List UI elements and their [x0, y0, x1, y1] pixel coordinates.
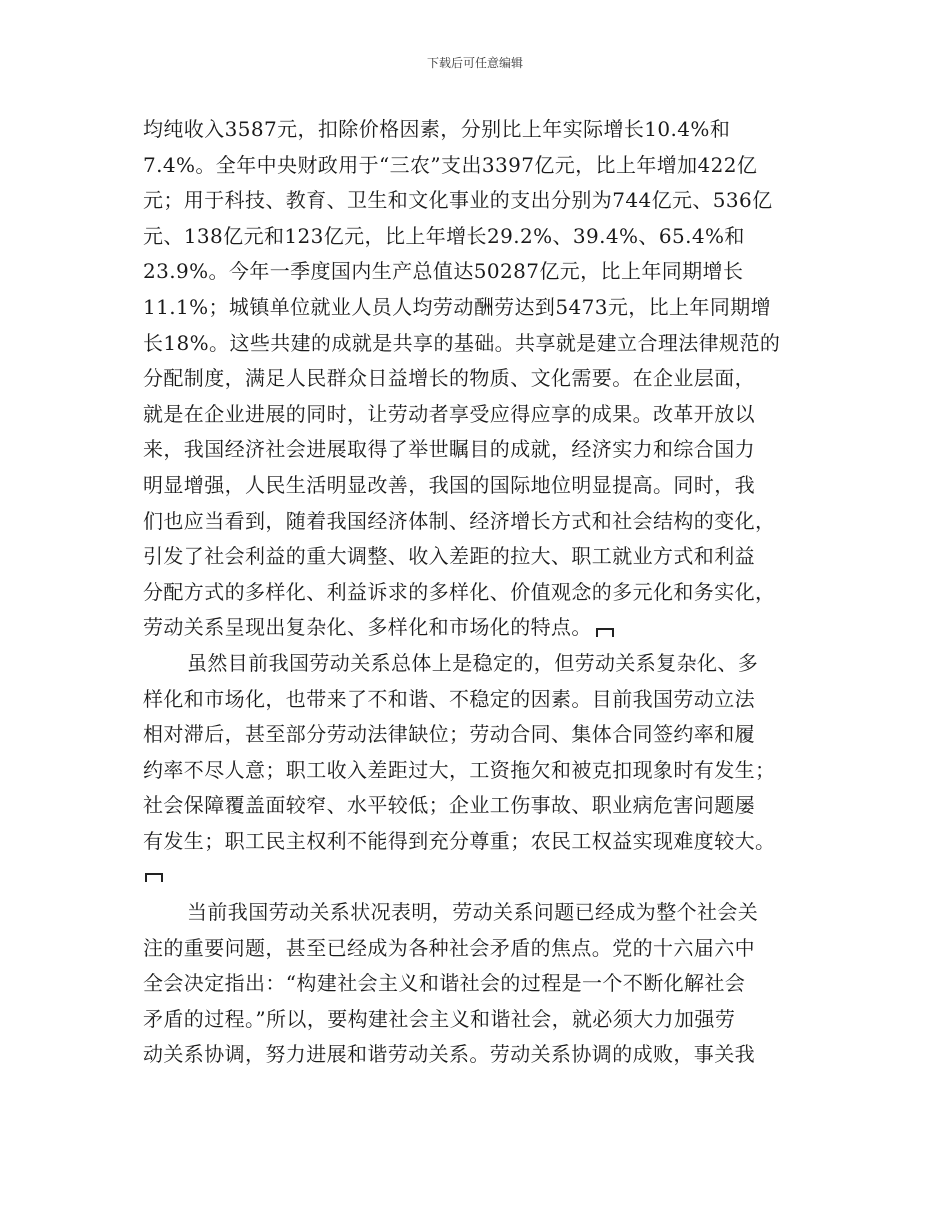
- text-line: 11.1%；城镇单位就业人员人均劳动酬劳达到5473元，比上年同期增: [143, 294, 772, 319]
- text-line: 元、138亿元和123亿元，比上年增长29.2%、39.4%、65.4%和: [143, 223, 745, 248]
- paragraph-2: [143, 646, 813, 895]
- text-line: 们也应当看到，随着我国经济体制、经济增长方式和社会结构的变化，: [143, 508, 776, 533]
- text-line: 7.4%。全年中央财政用于“三农”支出3397亿元，比上年增加422亿: [143, 152, 758, 177]
- text-line: 当前我国劳动关系状况表明，劳动关系问题已经成为整个社会关: [187, 900, 759, 925]
- text-line: 虽然目前我国劳动关系总体上是稳定的，但劳动关系复杂化、多: [187, 650, 759, 675]
- text-line: 社会保障覆盖面较窄、水平较低；企业工伤事故、职业病危害问题屡: [143, 793, 755, 818]
- text-line: 均纯收入3587元，扣除价格因素，分别比上年实际增长10.4%和: [143, 117, 731, 141]
- text-line: 全会决定指出：“构建社会主义和谐社会的过程是一个不断化解社会: [143, 971, 746, 996]
- text-line: 元；用于科技、教育、卫生和文化事业的支出分别为744亿元、536亿: [143, 188, 773, 213]
- paragraph-mark-line: [143, 859, 813, 895]
- text-line: 引发了社会利益的重大调整、收入差距的拉大、职工就业方式和利益: [143, 544, 755, 569]
- paragraph-mark-icon: [596, 628, 614, 637]
- paragraph-3: [143, 895, 813, 1073]
- text-line: 劳动关系呈现出复杂化、多样化和市场化的特点。: [143, 615, 592, 640]
- text-line: 矛盾的过程。”所以，要构建社会主义和谐社会，就必须大力加强劳: [143, 1006, 736, 1031]
- document-body: [143, 112, 813, 1073]
- text-line: 分配制度，满足人民群众日益增长的物质、文化需要。在企业层面，: [143, 366, 755, 391]
- text-line: 约率不尽人意；职工收入差距过大，工资拖欠和被克扣现象时有发生；: [143, 757, 776, 782]
- text-line: 动关系协调，努力进展和谐劳动关系。劳动关系协调的成败，事关我: [143, 1042, 755, 1067]
- page-header: 下载后可任意编辑: [426, 56, 523, 70]
- text-line: 长18%。这些共建的成就是共享的基础。共享就是建立合理法律规范的: [143, 330, 781, 355]
- text-line: 23.9%。今年一季度国内生产总值达50287亿元，比上年同期增长: [143, 259, 744, 284]
- text-line: 就是在企业进展的同时，让劳动者享受应得应享的成果。改革开放以: [143, 401, 755, 426]
- text-line: 样化和市场化，也带来了不和谐、不稳定的因素。目前我国劳动立法: [143, 686, 755, 711]
- text-line: 注的重要问题，甚至已经成为各种社会矛盾的焦点。党的十六届六中: [143, 935, 755, 960]
- text-line-with-mark: [143, 610, 813, 646]
- paragraph-1: [143, 112, 813, 646]
- text-line: 分配方式的多样化、利益诉求的多样化、价值观念的多元化和务实化，: [143, 579, 776, 604]
- text-line: 来，我国经济社会进展取得了举世瞩目的成就，经济实力和综合国力: [143, 437, 755, 462]
- paragraph-mark-icon: [145, 873, 163, 882]
- text-line: 有发生；职工民主权利不能得到充分尊重；农民工权益实现难度较大。: [143, 828, 776, 853]
- text-line: 相对滞后，甚至部分劳动法律缺位；劳动合同、集体合同签约率和履: [143, 722, 755, 747]
- text-line: 明显增强，人民生活明显改善，我国的国际地位明显提高。同时，我: [143, 472, 755, 497]
